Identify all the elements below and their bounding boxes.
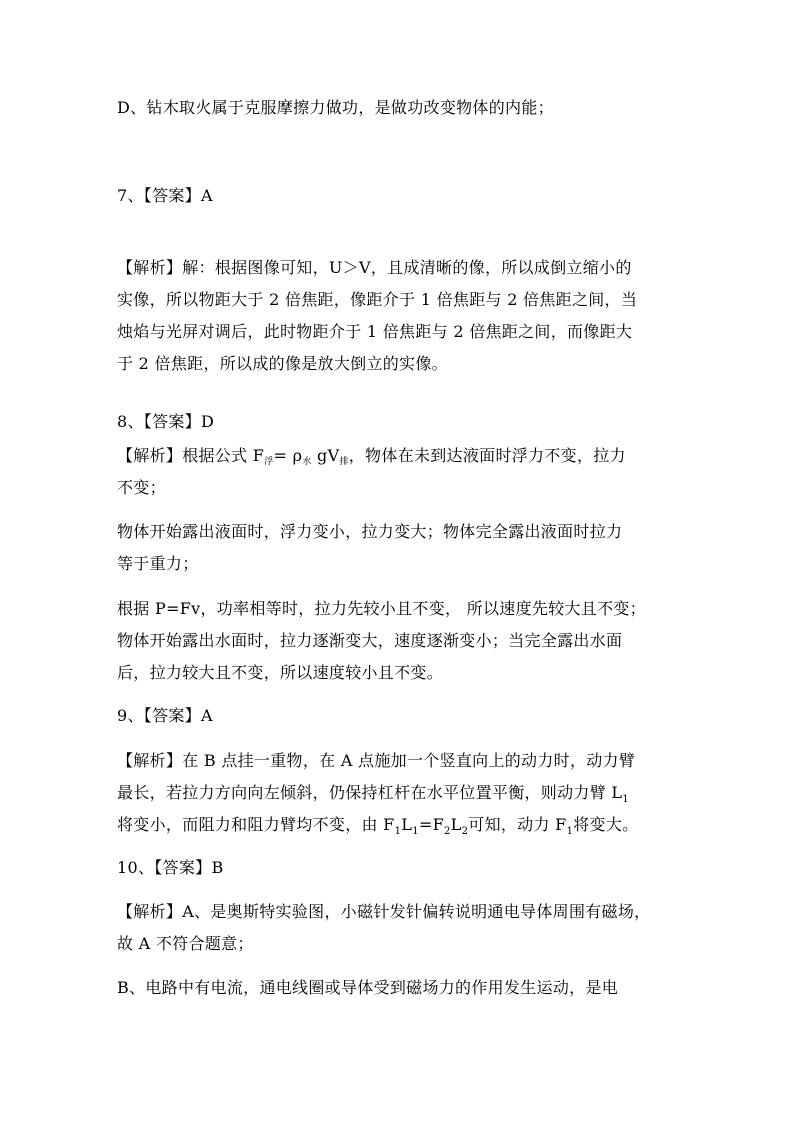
q9-l1-sub: 1 <box>622 794 629 806</box>
q9-line <box>117 813 687 837</box>
q8-p3-line: 后，拉力较大且不变，所以速度较小且不变。 <box>117 663 444 682</box>
q7-analysis-line: 于 2 倍焦距，所以成的像是放大倒立的实像。 <box>117 354 448 373</box>
q9-line-text: 最长，若拉力方向向左倾斜，仍保持杠杆在水平位置平衡，则动力臂 L <box>117 783 623 802</box>
q10-line: 故 A 不符合题意； <box>117 934 254 953</box>
q9-line3-e: 可知，动力 F <box>468 815 567 834</box>
q9-answer: 9、【答案】A <box>117 706 213 725</box>
q9-sub: 1 <box>566 826 574 838</box>
q9-sub: 1 <box>394 826 402 838</box>
q8-sub-shui: 水 <box>302 457 312 467</box>
q8-p3-line: 物体开始露出水面时，拉力逐渐变大，速度逐渐变小；当完全露出水面 <box>117 631 623 650</box>
q9-sub: 2 <box>443 826 451 838</box>
q9-line: 【解析】在 B 点挂一重物，在 A 点施加一个竖直向上的动力时，动力臂 <box>117 751 636 770</box>
q9-line3-f: 将变大。 <box>573 815 639 834</box>
q9-line3-d: L <box>450 815 462 834</box>
q9-sub: 1 <box>412 826 419 838</box>
q6-option-d: D、钻木取火属于克服摩擦力做功，是做功改变物体的内能； <box>117 98 554 117</box>
q10-answer: 10、【答案】B <box>117 858 224 877</box>
q9-sub: 2 <box>461 826 469 838</box>
q7-analysis-line: 烛焰与光屏对调后，此时物距介于 1 倍焦距与 2 倍焦距之间，而像距大 <box>117 322 633 341</box>
q8-formula-mid: = ρ <box>273 446 303 465</box>
q7-analysis-line: 【解析】解：根据图像可知，U＞V，且成清晰的像，所以成倒立缩小的 <box>117 258 632 277</box>
q9-line3-a: 将变小，而阻力和阻力臂均不变，由 F <box>117 815 395 834</box>
q10-b-line: B、电路中有电流，通电线圈或导体受到磁场力的作用发生运动，是电 <box>117 978 619 997</box>
q7-answer: 7、【答案】A <box>117 186 213 205</box>
q10-line: 【解析】A、是奥斯特实验图，小磁针发针偏转说明通电导体周围有磁场， <box>117 902 651 921</box>
q9-line <box>117 781 687 805</box>
q8-answer: 8、【答案】D <box>117 412 215 431</box>
q8-formula-suffix: ，物体在未到达液面时浮力不变，拉力 <box>348 446 626 465</box>
q8-line2: 不变； <box>117 478 166 497</box>
q8-formula-prefix: 【解析】根据公式 F <box>117 446 265 465</box>
q8-sub-pai: 排 <box>339 457 349 467</box>
q7-analysis-line: 实像，所以物距大于 2 倍焦距，像距介于 1 倍焦距与 2 倍焦距之间，当 <box>117 290 638 309</box>
q9-line3-c: =F <box>418 815 444 834</box>
q8-sub-fu: 浮 <box>264 457 274 467</box>
q8-p3-line: 根据 P=Fv，功率相等时，拉力先较小且不变， 所以速度先较大且不变； <box>117 599 646 618</box>
q8-p2-line: 物体开始露出液面时，浮力变小，拉力变大；物体完全露出液面时拉力 <box>117 522 623 541</box>
q8-formula-line <box>117 444 687 468</box>
q9-line3-b: L <box>401 815 413 834</box>
q8-formula-g: gV <box>311 446 340 465</box>
q8-p2-line: 等于重力； <box>117 554 199 573</box>
